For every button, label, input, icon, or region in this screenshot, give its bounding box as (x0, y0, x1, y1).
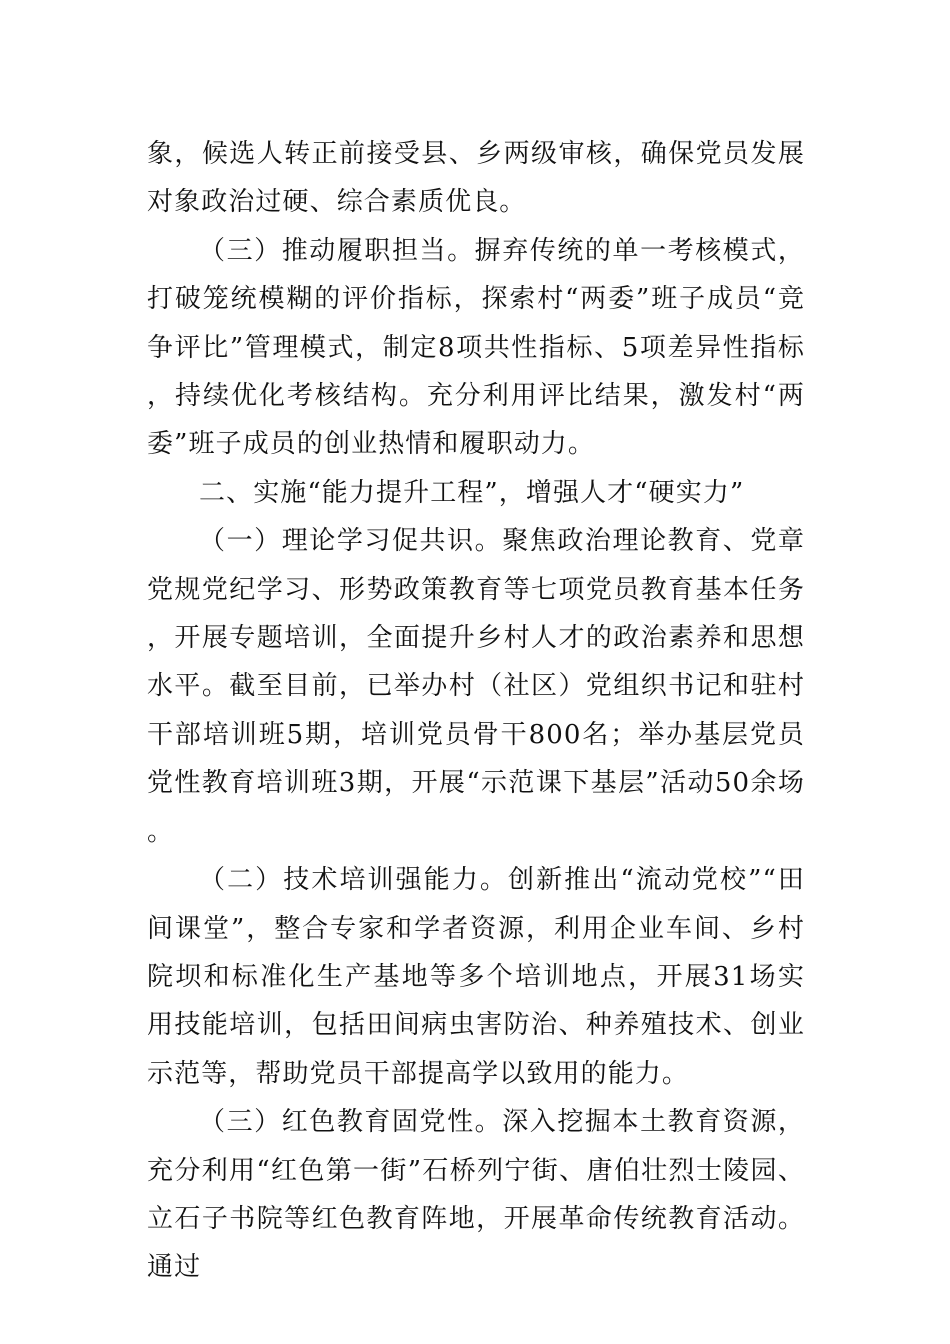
paragraph-promote-duty: （三）推动履职担当。摒弃传统的单一考核模式，打破笼统模糊的评价指标，探索村“两委”班子成员“竞争评比”管理模式，制定8项共性指标、5项差异性指标，持续优化考核结构。充分利用评比结果，激发村“两委”班子成员的创业热情和履职动力。 (147, 235, 805, 460)
paragraph-theory-study: （一）理论学习促共识。聚焦政治理论教育、党章党规党纪学习、形势政策教育等七项党员教育基本任务，开展专题培训，全面提升乡村人才的政治素养和思想水平。截至目前，已举办村（社区）党组织书记和驻村干部培训班5期，培训党员骨干800名；举办基层党员党性教育培训班3期，开展“示范课下基层”活动50余场。 (147, 526, 805, 847)
paragraph-technical-training: （二）技术培训强能力。创新推出“流动党校”“田间课堂”，整合专家和学者资源，利用企业车间、乡村院坝和标准化生产基地等多个培训地点，开展31场实用技能培训，包括田间病虫害防治、种养殖技术、创业示范等，帮助党员干部提高学以致用的能力。 (147, 865, 805, 1089)
paragraph-red-education: （三）红色教育固党性。深入挖掘本土教育资源，充分利用“红色第一街”石桥列宁街、唐伯壮烈士陵园、立石子书院等红色教育阵地，开展革命传统教育活动。通过 (147, 1107, 805, 1283)
paragraph-continuation: 象，候选人转正前接受县、乡两级审核，确保党员发展对象政治过硬、综合素质优良。 (147, 139, 805, 218)
document-body (147, 130, 805, 1292)
section-heading-ability-project: 二、实施“能力提升工程”，增强人才“硬实力” (199, 477, 745, 508)
